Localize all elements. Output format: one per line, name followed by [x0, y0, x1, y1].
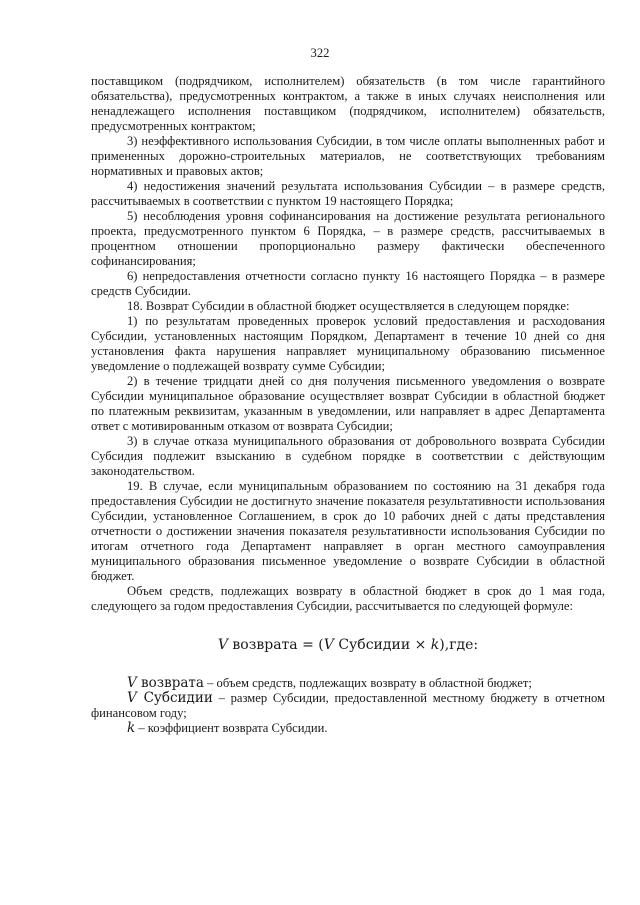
formula-var-v2: V: [323, 637, 334, 653]
paragraph-item-4: 4) недостижения значений результата использования Субсидии – в размере средств, рассчитываемых в соответствии с пунктом 19 настоящего Порядка;: [91, 179, 605, 208]
formula-var-k: k: [430, 637, 440, 653]
paragraph-item-6: 6) непредоставления отчетности согласно пункту 16 настоящего Порядка – в размере средств Субсидии.: [91, 269, 605, 298]
def-var: V: [127, 675, 137, 691]
definition-k: [91, 721, 605, 736]
formula-subsidii: Субсидии ×: [333, 637, 431, 653]
formula-eq: = (: [297, 637, 324, 653]
return-formula: [91, 636, 605, 654]
def-name: возврата: [136, 675, 204, 691]
paragraph-section-18: 18. Возврат Субсидии в областной бюджет осуществляется в следующем порядке:: [127, 299, 570, 313]
paragraph-item-5: 5) несоблюдения уровня софинансирования на достижение результата регионального проекта, предусмотренного пунктом 6 Порядка, – в размере средств, рассчитываемых в процентном отношении пропорционально размеру фактически обеспеченного софинансирования;: [91, 209, 605, 268]
paragraph-item-3: 3) неэффективного использования Субсидии, в том числе оплаты выполненных работ и примененных дорожно-строительных материалов, не соответствующих требованиям нормативных и правовых актов;: [91, 134, 605, 178]
paragraph-18-item-2: 2) в течение тридцати дней со дня получения письменного уведомления о возврате Субсидии муниципальное образование осуществляет возврат Субсидии в областной бюджет по платежным реквизитам, указанным в уведомлении, или направляет в адрес Департамента ответ с мотивированным отказом от возврата Субсидии;: [91, 374, 605, 433]
paragraph-18-item-1: 1) по результатам проведенных проверок условий предоставления и расходования Субсидии, установленных настоящим Порядком, Департамент в течение 10 дней со дня установления факта нарушения направляет муниципальному образованию письменное уведомление о подлежащей возврату сумме Субсидии;: [91, 314, 605, 373]
def-text: – коэффициент возврата Субсидии.: [135, 721, 328, 735]
paragraph-continuation: поставщиком (подрядчиком, исполнителем) обязательств (в том числе гарантийного обязательства), предусмотренных контрактом, а также в иных случаях неисполнения или ненадлежащего исполнения поставщиком (подрядчиком, исполнителем) обязательств, предусмотренных контрактом;: [91, 74, 605, 133]
def-var: k: [127, 720, 136, 736]
def-var: V: [127, 690, 137, 706]
page-number: 322: [310, 46, 330, 60]
def-text: – объем средств, подлежащих возврату в областной бюджет;: [203, 676, 532, 690]
paragraph-formula-intro: Объем средств, подлежащих возврату в областной бюджет в срок до 1 мая года, следующего за годом предоставления Субсидии, рассчитывается по следующей формуле:: [91, 584, 605, 613]
paragraph-18-item-3: 3) в случае отказа муниципального образования от добровольного возврата Субсидии Субсидия подлежит взысканию в судебном порядке в соответствии с действующим законодательством.: [91, 434, 605, 478]
formula-vozvrata: возврата: [227, 637, 298, 653]
document-body: [91, 74, 605, 736]
formula-definitions: [91, 676, 605, 736]
definition-v-subsidii: [91, 691, 605, 721]
def-name: Субсидии: [136, 690, 213, 706]
paragraph-section-19: 19. В случае, если муниципальным образованием по состоянию на 31 декабря года предоставления Субсидии не достигнуто значение показателя результативности использования Субсидии, установленное Соглашением, в срок до 10 рабочих дней с даты представления отчетности о достижении значения показателя результативности использования Субсидии по итогам отчетного года Департамент направляет в орган местного самоуправления муниципального образования письменное уведомление о возврате Субсидии в областной бюджет.: [91, 479, 605, 583]
def-text: – размер Субсидии, предоставленной местному бюджету в отчетном финансовом году;: [91, 691, 605, 720]
definition-v-vozvrata: [91, 676, 605, 691]
formula-tail: ),где:: [439, 637, 479, 653]
formula-var-v: V: [217, 637, 228, 653]
